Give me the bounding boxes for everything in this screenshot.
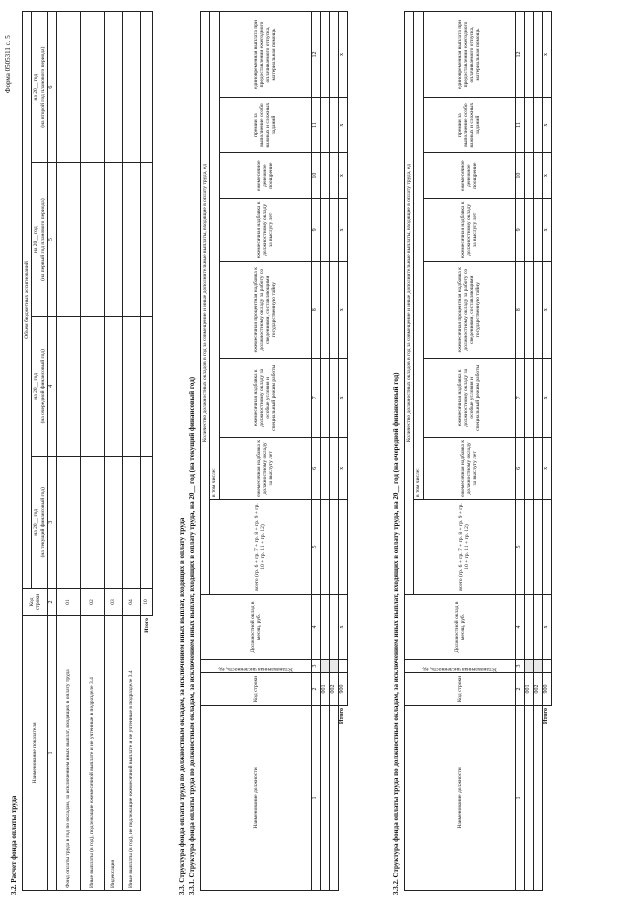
row-name: Иные выплаты (в год), не подлежащие ежемесячной выплате и не учтенные в подразделе 3.4 bbox=[122, 616, 140, 891]
value-cell[interactable] bbox=[320, 500, 329, 595]
value-cell[interactable] bbox=[524, 261, 533, 358]
x-mark: x bbox=[542, 595, 551, 660]
header-position: Наименование должности bbox=[405, 706, 516, 891]
col-number: 4 bbox=[515, 595, 524, 660]
x-mark: x bbox=[542, 153, 551, 199]
row-code: 02 bbox=[80, 589, 104, 616]
value-cell[interactable] bbox=[320, 261, 329, 358]
col-number: 5 bbox=[47, 163, 56, 317]
x-mark: x bbox=[542, 261, 551, 358]
x-mark: x bbox=[542, 358, 551, 437]
value-cell[interactable] bbox=[533, 12, 542, 98]
value-cell[interactable] bbox=[329, 261, 338, 358]
value-cell[interactable] bbox=[533, 153, 542, 199]
header-total: всего (гр. 6 + гр. 7 + гр. 8 + гр. 9 + гр. 10 + гр. 11 + гр. 12) bbox=[210, 500, 311, 595]
section-3-2-title: 3.2. Расчет фонда оплаты труда bbox=[10, 795, 18, 895]
value-cell[interactable] bbox=[524, 500, 533, 595]
section-3-3-title: 3.3. Структура фонда оплаты труда по должностным окладам, за исключением иных выплат, входящих в оплату труда bbox=[178, 517, 186, 895]
value-cell[interactable] bbox=[56, 163, 80, 317]
col-number: 6 bbox=[47, 12, 56, 163]
total-code: 900 bbox=[542, 673, 551, 706]
header-col10: ежемесячное денежное поощрение bbox=[219, 153, 311, 199]
structure-current-year-table bbox=[200, 11, 348, 891]
row-code: 002 bbox=[329, 673, 338, 706]
header-row-code: Код строки bbox=[201, 673, 312, 706]
col-number: 12 bbox=[515, 12, 524, 98]
x-mark: x bbox=[542, 199, 551, 261]
value-cell[interactable] bbox=[524, 595, 533, 660]
header-row-code: Код строки bbox=[23, 589, 48, 616]
col-number: 8 bbox=[311, 261, 320, 358]
fund-calculation-table bbox=[22, 11, 153, 891]
position-cell[interactable] bbox=[524, 706, 533, 891]
value-cell[interactable] bbox=[80, 12, 104, 163]
header-year-current: на 20__ год (на текущий финансовый год) bbox=[32, 456, 48, 588]
header-col10: ежемесячное денежное поощрение bbox=[423, 153, 515, 199]
col-number: 2 bbox=[311, 673, 320, 706]
value-cell[interactable] bbox=[140, 163, 152, 317]
x-mark: x bbox=[542, 98, 551, 153]
structure-next-year-table bbox=[404, 11, 552, 891]
col-number: 3 bbox=[515, 660, 524, 673]
x-mark: x bbox=[542, 12, 551, 98]
value-cell[interactable] bbox=[80, 163, 104, 317]
header-budget-group: Объем бюджетных ассигнований bbox=[23, 12, 32, 589]
value-cell[interactable] bbox=[524, 153, 533, 199]
value-cell[interactable] bbox=[533, 595, 542, 660]
value-cell[interactable] bbox=[56, 12, 80, 163]
col-number: 9 bbox=[311, 199, 320, 261]
value-cell[interactable] bbox=[140, 12, 152, 163]
header-total: всего (гр. 6 + гр. 7 + гр. 8 + гр. 9 + гр. 10 + гр. 11 + гр. 12) bbox=[414, 500, 515, 595]
value-cell[interactable] bbox=[56, 316, 80, 456]
header-col6: ежемесячная надбавка к должностному окладу за выслугу лет bbox=[423, 437, 515, 499]
value-cell[interactable] bbox=[524, 199, 533, 261]
col-number: 9 bbox=[515, 199, 524, 261]
header-including: в том числе: bbox=[210, 12, 219, 500]
col-number: 6 bbox=[515, 437, 524, 499]
col-number: 11 bbox=[515, 98, 524, 153]
total-code: 10 bbox=[140, 589, 152, 616]
header-indicator-name: Наименование показателя bbox=[23, 616, 48, 891]
header-col12: единовременная выплата при предоставлении ежегодного оплачиваемого отпуска, материальная помощь bbox=[423, 12, 515, 98]
header-col8: ежемесячная процентная надбавка к должностному окладу за работу со сведениями, составляющими государственную тайну bbox=[219, 261, 311, 358]
col-number: 8 bbox=[515, 261, 524, 358]
x-mark: x bbox=[338, 595, 347, 660]
value-cell[interactable] bbox=[329, 358, 338, 437]
value-cell[interactable] bbox=[533, 660, 542, 673]
position-cell[interactable] bbox=[320, 706, 329, 891]
value-cell[interactable] bbox=[140, 456, 152, 588]
value-cell[interactable] bbox=[329, 199, 338, 261]
value-cell[interactable] bbox=[320, 595, 329, 660]
col-number: 1 bbox=[515, 706, 524, 891]
col-number: 11 bbox=[311, 98, 320, 153]
header-position: Наименование должности bbox=[201, 706, 312, 891]
value-cell[interactable] bbox=[104, 456, 122, 588]
header-including: в том числе: bbox=[414, 12, 423, 500]
value-cell[interactable] bbox=[122, 163, 140, 317]
value-cell[interactable] bbox=[329, 437, 338, 499]
header-col12: единовременная выплата при предоставлении ежегодного оплачиваемого отпуска, материальная помощь bbox=[219, 12, 311, 98]
row-code: 04 bbox=[122, 589, 140, 616]
value-cell[interactable] bbox=[524, 358, 533, 437]
value-cell[interactable] bbox=[533, 437, 542, 499]
header-staff-count: Установленная численность, ед. bbox=[405, 660, 516, 673]
value-cell[interactable] bbox=[338, 660, 347, 673]
col-number: 1 bbox=[311, 706, 320, 891]
value-cell[interactable] bbox=[542, 500, 551, 595]
value-cell[interactable] bbox=[338, 500, 347, 595]
x-mark: x bbox=[338, 261, 347, 358]
header-col11: премии за выполнение особо важных и сложных заданий bbox=[219, 98, 311, 153]
header-row-code: Код строки bbox=[405, 673, 516, 706]
col-number: 7 bbox=[311, 358, 320, 437]
value-cell[interactable] bbox=[320, 199, 329, 261]
value-cell[interactable] bbox=[542, 660, 551, 673]
x-mark: x bbox=[338, 199, 347, 261]
value-cell[interactable] bbox=[80, 456, 104, 588]
value-cell[interactable] bbox=[533, 98, 542, 153]
value-cell[interactable] bbox=[320, 660, 329, 673]
value-cell[interactable] bbox=[524, 660, 533, 673]
col-number: 4 bbox=[311, 595, 320, 660]
value-cell[interactable] bbox=[533, 500, 542, 595]
row-code: 002 bbox=[533, 673, 542, 706]
value-cell[interactable] bbox=[56, 456, 80, 588]
value-cell[interactable] bbox=[524, 437, 533, 499]
section-3-3-1-title: 3.3.1. Структура фонда оплаты труда по должностным окладам, за исключением иных выплат, входящих в оплату труда, на 20__ год (на текущий финансовый год) bbox=[188, 376, 196, 895]
header-staff-count: Установленная численность, ед. bbox=[201, 660, 312, 673]
col-number: 3 bbox=[311, 660, 320, 673]
col-number: 10 bbox=[515, 153, 524, 199]
value-cell[interactable] bbox=[122, 316, 140, 456]
total-code: 900 bbox=[338, 673, 347, 706]
value-cell[interactable] bbox=[329, 98, 338, 153]
value-cell[interactable] bbox=[80, 316, 104, 456]
value-cell[interactable] bbox=[524, 12, 533, 98]
col-number: 2 bbox=[515, 673, 524, 706]
value-cell[interactable] bbox=[140, 316, 152, 456]
col-number: 7 bbox=[515, 358, 524, 437]
x-mark: x bbox=[542, 437, 551, 499]
col-number: 6 bbox=[311, 437, 320, 499]
header-salary: Должностной оклад в месяц, руб. bbox=[405, 595, 516, 660]
row-code: 001 bbox=[524, 673, 533, 706]
header-col7: ежемесячная надбавка к должностному окладу за особые условия и специальный режим работы bbox=[219, 358, 311, 437]
value-cell[interactable] bbox=[320, 437, 329, 499]
value-cell[interactable] bbox=[320, 153, 329, 199]
x-mark: x bbox=[338, 98, 347, 153]
total-label: Итого bbox=[543, 708, 550, 725]
header-allowances-group: Количество должностных окладов в год за совмещение и иные дополнительные выплаты, входящие в оплату труда, ед bbox=[201, 12, 210, 595]
row-code: 01 bbox=[56, 589, 80, 616]
col-number: 10 bbox=[311, 153, 320, 199]
header-col7: ежемесячная надбавка к должностному окладу за особые условия и специальный режим работы bbox=[423, 358, 515, 437]
value-cell[interactable] bbox=[329, 12, 338, 98]
value-cell[interactable] bbox=[122, 456, 140, 588]
x-mark: x bbox=[338, 153, 347, 199]
header-year-plan1: на 20__ год (на первый год планового периода) bbox=[32, 163, 48, 317]
value-cell[interactable] bbox=[329, 500, 338, 595]
x-mark: x bbox=[338, 437, 347, 499]
row-name: Индексация bbox=[104, 616, 122, 891]
col-number: 3 bbox=[47, 456, 56, 588]
header-col9: ежемесячная надбавка к должностному окладу за выслугу лет bbox=[423, 199, 515, 261]
total-label: Итого bbox=[339, 708, 346, 725]
value-cell[interactable] bbox=[524, 98, 533, 153]
header-col11: премии за выполнение особо важных и сложных заданий bbox=[423, 98, 515, 153]
value-cell[interactable] bbox=[329, 660, 338, 673]
row-name: Фонд оплаты труда в год по окладам, за исключением иных выплат, входящих в оплату труда bbox=[56, 616, 80, 891]
row-name: Иные выплаты (в год), подлежащие ежемесячной выплате и не учтенные в подразделе 3.4 bbox=[80, 616, 104, 891]
value-cell[interactable] bbox=[533, 261, 542, 358]
value-cell[interactable] bbox=[104, 163, 122, 317]
col-number: 12 bbox=[311, 12, 320, 98]
row-code: 001 bbox=[320, 673, 329, 706]
value-cell[interactable] bbox=[320, 12, 329, 98]
section-3-3-2-title: 3.3.2. Структура фонда оплаты труда по должностным окладам, за исключением иных выплат, входящих в оплату труда, на 20__ год (на очередной финансовый год) bbox=[392, 372, 400, 895]
value-cell[interactable] bbox=[104, 316, 122, 456]
form-label: Форма 0505311 с. 5 bbox=[4, 35, 12, 93]
header-allowances-group: Количество должностных окладов в год за совмещение и иные дополнительные выплаты, входящие в оплату труда, ед bbox=[405, 12, 414, 595]
value-cell[interactable] bbox=[329, 153, 338, 199]
value-cell[interactable] bbox=[104, 12, 122, 163]
col-number: 5 bbox=[515, 500, 524, 595]
value-cell[interactable] bbox=[533, 199, 542, 261]
header-salary: Должностной оклад в месяц, руб. bbox=[201, 595, 312, 660]
value-cell[interactable] bbox=[320, 98, 329, 153]
col-number: 1 bbox=[47, 616, 56, 891]
value-cell[interactable] bbox=[122, 12, 140, 163]
row-code: 03 bbox=[104, 589, 122, 616]
x-mark: x bbox=[338, 358, 347, 437]
col-number: 4 bbox=[47, 316, 56, 456]
position-cell[interactable] bbox=[329, 706, 338, 891]
header-col8: ежемесячная процентная надбавка к должностному окладу за работу со сведениями, составляющими государственную тайну bbox=[423, 261, 515, 358]
header-year-next: на 20__ год (на очередной финансовый год) bbox=[32, 316, 48, 456]
position-cell[interactable] bbox=[533, 706, 542, 891]
header-col6: ежемесячная надбавка к должностному окладу за выслугу лет bbox=[219, 437, 311, 499]
col-number: 2 bbox=[47, 589, 56, 616]
header-col9: ежемесячная надбавка к должностному окладу за выслугу лет bbox=[219, 199, 311, 261]
total-label: Итого bbox=[143, 618, 150, 633]
value-cell[interactable] bbox=[329, 595, 338, 660]
col-number: 5 bbox=[311, 500, 320, 595]
value-cell[interactable] bbox=[320, 358, 329, 437]
value-cell[interactable] bbox=[533, 358, 542, 437]
header-year-plan2: на 20__ год (на второй год планового периода) bbox=[32, 12, 48, 163]
x-mark: x bbox=[338, 12, 347, 98]
